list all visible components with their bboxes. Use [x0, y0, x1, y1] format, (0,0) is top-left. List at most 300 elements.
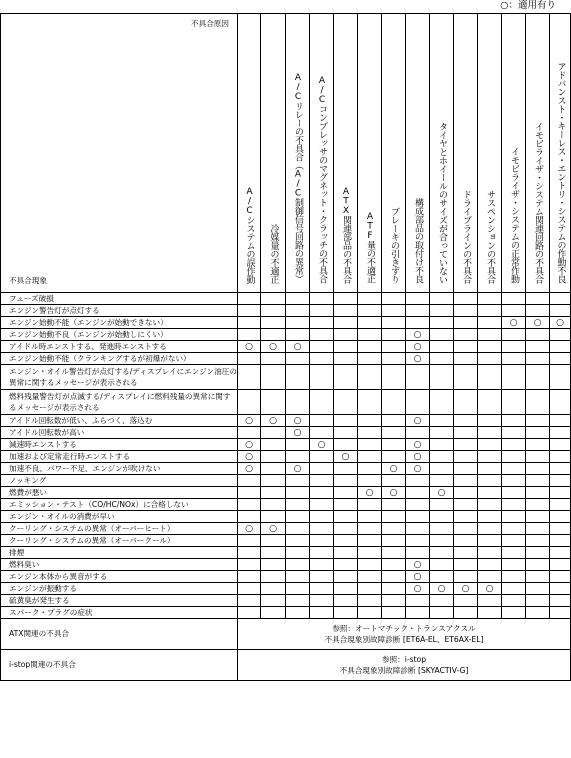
empty-cell [430, 559, 454, 571]
empty-cell [430, 293, 454, 305]
empty-cell [478, 390, 502, 415]
empty-cell [550, 329, 571, 341]
applicable-mark: ○ [430, 487, 454, 499]
empty-cell [310, 365, 334, 390]
table-row [1, 475, 571, 487]
applicable-mark: ○ [430, 583, 454, 595]
empty-cell [334, 329, 358, 341]
empty-cell [382, 595, 406, 607]
empty-cell [526, 571, 550, 583]
empty-cell [454, 353, 478, 365]
cause-header [454, 14, 478, 293]
applicable-mark: ○ [238, 439, 261, 451]
table-row [1, 595, 571, 607]
empty-cell [310, 571, 334, 583]
empty-cell [526, 427, 550, 439]
applicable-mark: ○ [286, 415, 310, 427]
cause-header [334, 14, 358, 293]
empty-cell [238, 583, 261, 595]
empty-cell [238, 317, 261, 329]
empty-cell [454, 390, 478, 415]
cause-header-text: 構成部品の取付け不良 [413, 198, 423, 283]
empty-cell [310, 595, 334, 607]
empty-cell [526, 293, 550, 305]
empty-cell [310, 547, 334, 559]
header-corner [1, 14, 238, 293]
empty-cell [238, 535, 261, 547]
empty-cell [334, 341, 358, 353]
symptom-header-label: 不具合現象 [9, 276, 47, 285]
empty-cell [526, 329, 550, 341]
empty-cell [454, 415, 478, 427]
empty-cell [286, 487, 310, 499]
empty-cell [261, 439, 286, 451]
empty-cell [334, 365, 358, 390]
empty-cell [261, 427, 286, 439]
empty-cell [502, 415, 526, 427]
table-row [1, 390, 571, 415]
empty-cell [310, 293, 334, 305]
table-row [1, 571, 571, 583]
empty-cell [526, 353, 550, 365]
empty-cell [286, 475, 310, 487]
empty-cell [382, 475, 406, 487]
empty-cell [261, 571, 286, 583]
empty-cell [310, 463, 334, 475]
empty-cell [261, 317, 286, 329]
table-row [1, 317, 571, 329]
cause-header [358, 14, 382, 293]
reference-row [1, 619, 571, 650]
empty-cell [406, 499, 430, 511]
empty-cell [502, 595, 526, 607]
empty-cell [406, 535, 430, 547]
empty-cell [550, 451, 571, 463]
empty-cell [238, 571, 261, 583]
empty-cell [261, 499, 286, 511]
empty-cell [286, 547, 310, 559]
diagnosis-table [0, 13, 571, 681]
empty-cell [430, 341, 454, 353]
empty-cell [334, 535, 358, 547]
empty-cell [478, 547, 502, 559]
cause-header-text: タイヤとホイールのサイズが合っていない [437, 121, 447, 283]
empty-cell [502, 535, 526, 547]
empty-cell [526, 439, 550, 451]
empty-cell [550, 463, 571, 475]
empty-cell [430, 365, 454, 390]
empty-cell [310, 353, 334, 365]
applicable-mark: ○ [261, 523, 286, 535]
empty-cell [550, 487, 571, 499]
empty-cell [261, 487, 286, 499]
empty-cell [358, 547, 382, 559]
empty-cell [382, 547, 406, 559]
empty-cell [238, 487, 261, 499]
empty-cell [261, 353, 286, 365]
applicable-mark: ○ [478, 583, 502, 595]
empty-cell [358, 305, 382, 317]
applicable-mark: ○ [406, 559, 430, 571]
symptom-cell: 加速不良、パワー不足、エンジンが吹けない [1, 463, 238, 475]
empty-cell [502, 499, 526, 511]
applicable-mark: ○ [406, 329, 430, 341]
empty-cell [430, 451, 454, 463]
empty-cell [310, 305, 334, 317]
empty-cell [261, 475, 286, 487]
empty-cell [430, 535, 454, 547]
cause-header-text: A/Cリレーの不具合（A/C制御信号回路の異常） [293, 73, 303, 283]
empty-cell [382, 365, 406, 390]
empty-cell [382, 329, 406, 341]
empty-cell [478, 415, 502, 427]
empty-cell [454, 607, 478, 619]
empty-cell [430, 463, 454, 475]
cause-header-text: A/Cシステムの誤作動 [244, 186, 255, 283]
empty-cell [334, 487, 358, 499]
applicable-mark: ○ [550, 317, 571, 329]
applicable-mark: ○ [406, 463, 430, 475]
cause-header-text: A/Cコンプレッサのマグネット・クラッチの不具合 [317, 76, 327, 283]
applicable-mark: ○ [358, 487, 382, 499]
empty-cell [334, 353, 358, 365]
empty-cell [334, 293, 358, 305]
empty-cell [478, 305, 502, 317]
empty-cell [430, 439, 454, 451]
empty-cell [310, 559, 334, 571]
empty-cell [526, 523, 550, 535]
table-row [1, 305, 571, 317]
empty-cell [478, 427, 502, 439]
empty-cell [478, 607, 502, 619]
empty-cell [454, 559, 478, 571]
empty-cell [334, 583, 358, 595]
empty-cell [406, 427, 430, 439]
empty-cell [310, 499, 334, 511]
empty-cell [406, 523, 430, 535]
empty-cell [526, 390, 550, 415]
symptom-cell: 燃料残量警告灯が点滅する/ディスプレイに燃料残量の異常に関するメッセージが表示される [1, 390, 238, 415]
empty-cell [526, 415, 550, 427]
empty-cell [382, 427, 406, 439]
empty-cell [502, 559, 526, 571]
empty-cell [454, 595, 478, 607]
cause-header [550, 14, 571, 293]
empty-cell [406, 365, 430, 390]
symptom-cell: クーリング・システムの異常（オーバーヒート） [1, 523, 238, 535]
empty-cell [334, 499, 358, 511]
empty-cell [334, 390, 358, 415]
empty-cell [261, 365, 286, 390]
empty-cell [382, 341, 406, 353]
cause-header [286, 14, 310, 293]
symptom-cell: エミッション・テスト（CO/HC/NOx）に合格しない [1, 499, 238, 511]
table-body [1, 293, 571, 681]
empty-cell [286, 329, 310, 341]
empty-cell [310, 475, 334, 487]
reference-row [1, 650, 571, 681]
empty-cell [286, 535, 310, 547]
empty-cell [526, 451, 550, 463]
empty-cell [502, 451, 526, 463]
empty-cell [358, 439, 382, 451]
empty-cell [502, 523, 526, 535]
applicable-mark: ○ [406, 439, 430, 451]
empty-cell [430, 523, 454, 535]
empty-cell [334, 415, 358, 427]
table-row [1, 535, 571, 547]
symptom-cell: スパーク・プラグの症状 [1, 607, 238, 619]
empty-cell [382, 293, 406, 305]
empty-cell [502, 583, 526, 595]
empty-cell [261, 595, 286, 607]
empty-cell [454, 475, 478, 487]
symptom-cell: エンジン始動不能（クランキングするが初爆がない） [1, 353, 238, 365]
empty-cell [238, 499, 261, 511]
applicable-mark: ○ [382, 463, 406, 475]
cause-header-text: サスペンションの不具合 [485, 189, 495, 283]
empty-cell [310, 487, 334, 499]
empty-cell [334, 439, 358, 451]
empty-cell [454, 571, 478, 583]
empty-cell [238, 595, 261, 607]
empty-cell [310, 341, 334, 353]
empty-cell [286, 390, 310, 415]
reference-text [238, 650, 571, 681]
empty-cell [286, 607, 310, 619]
empty-cell [382, 353, 406, 365]
empty-cell [310, 427, 334, 439]
cause-header-text: アドバンスト・キーレス・エントリ・システムの作動不良 [555, 62, 566, 283]
empty-cell [286, 439, 310, 451]
empty-cell [334, 317, 358, 329]
table-row [1, 329, 571, 341]
table-row [1, 427, 571, 439]
empty-cell [430, 511, 454, 523]
empty-cell [430, 353, 454, 365]
empty-cell [238, 305, 261, 317]
empty-cell [310, 451, 334, 463]
empty-cell [550, 305, 571, 317]
reference-line-2: 不具合現象別故障診断 [ET6A-EL、ET6AX-EL] [324, 635, 484, 644]
empty-cell [430, 415, 454, 427]
symptom-cell: 燃費が悪い [1, 487, 238, 499]
symptom-cell: アイドル時エンストする、発進時エンストする [1, 341, 238, 353]
empty-cell [550, 535, 571, 547]
applicable-mark: ○ [286, 341, 310, 353]
empty-cell [478, 451, 502, 463]
empty-cell [238, 365, 261, 390]
empty-cell [430, 390, 454, 415]
cause-header [526, 14, 550, 293]
empty-cell [310, 511, 334, 523]
empty-cell [454, 451, 478, 463]
applicable-mark: ○ [238, 463, 261, 475]
empty-cell [261, 583, 286, 595]
empty-cell [358, 475, 382, 487]
empty-cell [286, 451, 310, 463]
empty-cell [310, 415, 334, 427]
empty-cell [358, 499, 382, 511]
applicable-mark: ○ [238, 341, 261, 353]
empty-cell [238, 607, 261, 619]
empty-cell [334, 305, 358, 317]
empty-cell [406, 511, 430, 523]
empty-cell [454, 293, 478, 305]
empty-cell [502, 607, 526, 619]
empty-cell [310, 390, 334, 415]
empty-cell [261, 547, 286, 559]
empty-cell [478, 499, 502, 511]
applicable-mark: ○ [406, 571, 430, 583]
empty-cell [550, 353, 571, 365]
cause-header [502, 14, 526, 293]
empty-cell [478, 341, 502, 353]
empty-cell [358, 293, 382, 305]
table-row [1, 415, 571, 427]
empty-cell [382, 451, 406, 463]
symptom-cell: エンジン始動不良（エンジンが始動しにくい） [1, 329, 238, 341]
empty-cell [261, 607, 286, 619]
empty-cell [454, 535, 478, 547]
cause-header [261, 14, 286, 293]
empty-cell [430, 571, 454, 583]
table-row [1, 559, 571, 571]
table-row [1, 353, 571, 365]
empty-cell [238, 475, 261, 487]
empty-cell [502, 547, 526, 559]
cause-header [406, 14, 430, 293]
applicable-mark: ○ [286, 463, 310, 475]
empty-cell [382, 439, 406, 451]
empty-cell [382, 571, 406, 583]
empty-cell [334, 559, 358, 571]
empty-cell [286, 523, 310, 535]
empty-cell [334, 571, 358, 583]
symptom-cell: エンジン・オイル警告灯が点灯する/ディスプレイにエンジン油圧の異常に関するメッセージが表示される [1, 365, 238, 390]
empty-cell [358, 583, 382, 595]
empty-cell [430, 475, 454, 487]
empty-cell [526, 595, 550, 607]
empty-cell [238, 329, 261, 341]
cause-header [238, 14, 261, 293]
empty-cell [526, 475, 550, 487]
empty-cell [334, 463, 358, 475]
empty-cell [261, 305, 286, 317]
empty-cell [406, 317, 430, 329]
empty-cell [406, 475, 430, 487]
cause-header-text: ATX関連部品の不具合 [341, 186, 351, 283]
empty-cell [454, 365, 478, 390]
empty-cell [310, 329, 334, 341]
empty-cell [526, 341, 550, 353]
empty-cell [526, 559, 550, 571]
empty-cell [310, 535, 334, 547]
symptom-cell: エンジン・オイルの消費が早い [1, 511, 238, 523]
cause-header-text: ドライブラインの不具合 [461, 189, 471, 283]
empty-cell [358, 317, 382, 329]
empty-cell [406, 595, 430, 607]
table-row [1, 583, 571, 595]
empty-cell [382, 305, 406, 317]
table-row [1, 293, 571, 305]
empty-cell [261, 390, 286, 415]
applicable-mark: ○ [406, 451, 430, 463]
empty-cell [502, 463, 526, 475]
empty-cell [286, 293, 310, 305]
empty-cell [454, 487, 478, 499]
table-row [1, 547, 571, 559]
empty-cell [334, 607, 358, 619]
empty-cell [478, 571, 502, 583]
empty-cell [550, 571, 571, 583]
symptom-cell: アイドル回転数が低い、ふらつく、落込む [1, 415, 238, 427]
empty-cell [334, 475, 358, 487]
empty-cell [238, 511, 261, 523]
empty-cell [550, 559, 571, 571]
empty-cell [358, 415, 382, 427]
empty-cell [430, 427, 454, 439]
empty-cell [261, 329, 286, 341]
symptom-cell: 加速および定常走行時エンストする [1, 451, 238, 463]
table-row [1, 523, 571, 535]
cause-header [478, 14, 502, 293]
empty-cell [238, 353, 261, 365]
applicable-mark: ○ [454, 583, 478, 595]
empty-cell [550, 595, 571, 607]
empty-cell [478, 487, 502, 499]
empty-cell [334, 511, 358, 523]
empty-cell [310, 523, 334, 535]
empty-cell [358, 451, 382, 463]
empty-cell [286, 583, 310, 595]
empty-cell [358, 595, 382, 607]
empty-cell [334, 547, 358, 559]
cause-header-text: イモビライザ・システムの正常作動 [509, 147, 519, 283]
empty-cell [454, 329, 478, 341]
applicable-mark: ○ [261, 341, 286, 353]
empty-cell [526, 511, 550, 523]
empty-cell [502, 571, 526, 583]
empty-cell [286, 365, 310, 390]
table-row [1, 451, 571, 463]
empty-cell [526, 583, 550, 595]
table-row [1, 463, 571, 475]
empty-cell [430, 595, 454, 607]
empty-cell [334, 595, 358, 607]
empty-cell [238, 293, 261, 305]
empty-cell [430, 607, 454, 619]
reference-line-2: 不具合現象別故障診断 [SKYACTIV-G] [339, 666, 469, 675]
empty-cell [286, 511, 310, 523]
empty-cell [261, 451, 286, 463]
empty-cell [550, 583, 571, 595]
applicable-mark: ○ [334, 451, 358, 463]
applicable-mark: ○ [382, 487, 406, 499]
applicable-mark: ○ [526, 317, 550, 329]
symptom-cell: ノッキング [1, 475, 238, 487]
applicable-mark: ○ [406, 415, 430, 427]
symptom-cell: エンジン本体から異音がする [1, 571, 238, 583]
empty-cell [502, 305, 526, 317]
empty-cell [382, 523, 406, 535]
applicable-mark: ○ [238, 451, 261, 463]
empty-cell [238, 547, 261, 559]
empty-cell [286, 353, 310, 365]
empty-cell [406, 293, 430, 305]
empty-cell [550, 293, 571, 305]
reference-label: ATX関連の不具合 [1, 619, 238, 650]
